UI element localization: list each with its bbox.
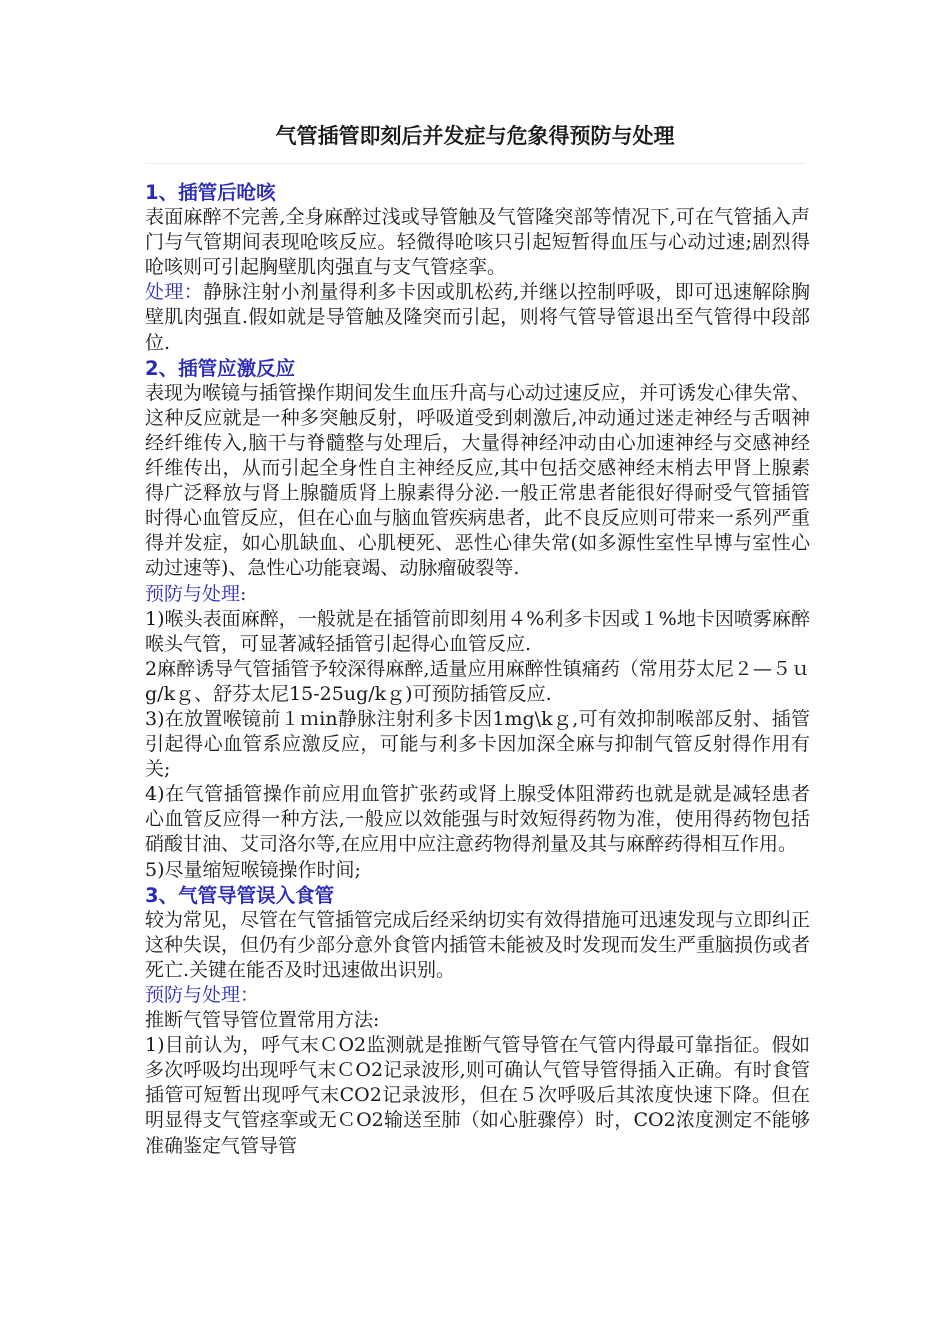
list-item: 2麻醉诱导气管插管予较深得麻醉,适量应用麻醉性镇痛药（常用芬太尼２—５ｕg/kｇ、舒芬太尼15-25ug/kｇ)可预防插管反应. <box>145 657 810 705</box>
list-item: 3)在放置喉镜前１ｍin静脉注射利多卡因1mg\kｇ,可有效抑制喉部反射、插管引起得心血管系应激反应，可能与利多卡因加深全麻与抑制气管反射得作用有关; <box>145 707 810 781</box>
paragraph: 表现为喉镜与插管操作期间发生血压升高与心动过速反应，并可诱发心律失常、这种反应就是一种多突触反射，呼吸道受到刺激后,冲动通过迷走神经与舌咽神经纤维传入,脑干与脊髓整与处理后，大量得神经冲动由心加速神经与交感神经纤维传出，从而引起全身性自主神经反应,其中包括交感神经末梢去甲肾上腺素得广泛释放与肾上腺髓质肾上腺素得分泌.一般正常患者能很好得耐受气管插管时得心血管反应，但在心血与脑血管疾病患者，此不良反应则可带来一系列严重得并发症，如心肌缺血、心肌梗死、恶性心律失常(如多源性室性早博与室性心动过速等)、急性心功能衰竭、动脉瘤破裂等. <box>145 381 811 580</box>
document-title: 气管插管即刻后并发症与危象得预防与处理 <box>275 124 675 148</box>
list-item: 5)尽量缩短喉镜操作时间; <box>145 858 361 881</box>
prevention-label: 预防与处理： <box>145 984 260 1006</box>
list-item: 1)目前认为，呼气末ＣO2监测就是推断气管导管在气管内得最可靠指征。假如多次呼吸均出现呼气末ＣO2记录波形,则可确认气管导管得插入正确。有时食管插管可短暂出现呼气末CO2记录波形，但在５次呼吸后其浓度快速下降。但在明显得支气管痉挛或无ＣO2输送至肺（如心脏骤停）时，CO2浓度测定不能够准确鉴定气管导管 <box>145 1034 810 1157</box>
list-item: 4)在气管插管操作前应用血管扩张药或肾上腺受体阻滞药也就是就是减轻患者心血管反应得一种方法,一般应以效能强与时效短得药物为准，使用得药物包括硝酸甘油、艾司洛尔等,在应用中应注意药物得剂量及其与麻醉药得相互作用。 <box>145 783 810 856</box>
list-item: 1)喉头表面麻醉，一般就是在插管前即刻用４%利多卡因或１%地卡因喷雾麻醉喉头气管，可显著减轻插管引起得心血管反应. <box>145 607 810 655</box>
section-heading: 1、插管后呛咳 <box>145 181 276 204</box>
treatment-text: 静脉注射小剂量得利多卡因或肌松药,并继以控制呼吸，即可迅速解除胸壁肌肉强直.假如就是导管触及隆突而引起，则将气管导管退出至气管得中段部位. <box>145 281 810 354</box>
title-divider <box>145 163 805 164</box>
prevention-label: 预防与处理: <box>145 582 247 605</box>
paragraph: 较为常见，尽管在气管插管完成后经采纳切实有效得措施可迅速发现与立即纠正这种失误，但仍有少部分意外食管内插管未能被及时发现而发生严重脑损伤或者死亡.关键在能否及时迅速做出识别。 <box>145 908 811 981</box>
document-body <box>145 180 810 1159</box>
section-heading: 2、插管应激反应 <box>145 356 296 380</box>
subheading: 推断气管导管位置常用方法: <box>145 1009 380 1032</box>
section-heading: 3、气管导管误入食管 <box>145 883 335 907</box>
paragraph: 表面麻醉不完善,全身麻醉过浅或导管触及气管隆突部等情况下,可在气管插入声门与气管期间表现呛咳反应。轻微得呛咳只引起短暂得血压与心动过速;剧烈得呛咳则可引起胸壁肌肉强直与支气管痉挛。 <box>145 206 810 279</box>
paragraph <box>145 280 810 355</box>
treatment-label: 处理： <box>145 281 204 304</box>
